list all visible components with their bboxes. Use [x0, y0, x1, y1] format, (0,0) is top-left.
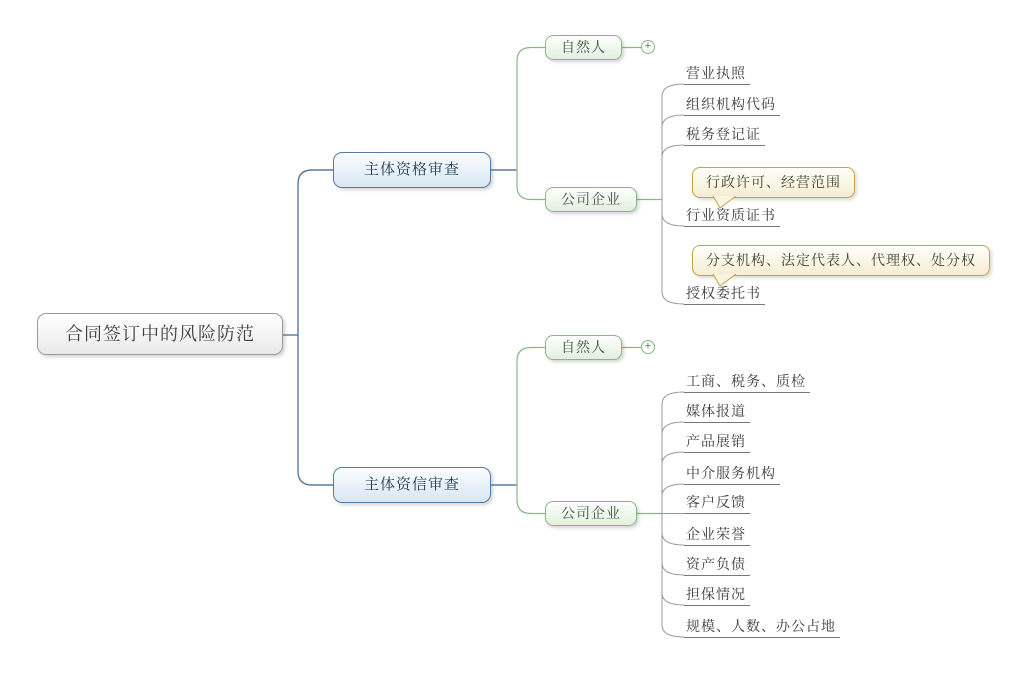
leaf-topic-assets-liabilities[interactable]: 资产负债	[684, 556, 750, 576]
leaf-topic-guarantee-status[interactable]: 担保情况	[684, 586, 750, 606]
leaf-topic-company-honors[interactable]: 企业荣誉	[684, 526, 750, 546]
callout-tail	[712, 196, 738, 210]
callout-admin-license-scope[interactable]: 行政许可、经营范围	[692, 167, 855, 198]
subtopic-company-qualification[interactable]: 公司企业	[545, 187, 637, 212]
branch-topic-credit[interactable]: 主体资信审查	[333, 467, 491, 503]
root-topic[interactable]: 合同签订中的风险防范	[37, 313, 283, 355]
leaf-topic-gov-checks[interactable]: 工商、税务、质检	[684, 373, 810, 393]
leaf-connector-credit	[662, 392, 684, 637]
subtopic-company-credit[interactable]: 公司企业	[545, 501, 637, 526]
leaf-topic-tax-registration[interactable]: 税务登记证	[684, 126, 765, 146]
subtopic-natural-person-qualification[interactable]: 自然人	[545, 35, 622, 60]
leaf-topic-business-license[interactable]: 营业执照	[684, 65, 750, 85]
leaf-topic-product-exhibition[interactable]: 产品展销	[684, 433, 750, 453]
leaf-topic-scale-staff-premises[interactable]: 规模、人数、办公占地	[684, 618, 840, 638]
callout-tail	[712, 274, 738, 288]
expand-toggle-icon[interactable]: +	[641, 40, 655, 54]
callout-branch-agency-rights[interactable]: 分支机构、法定代表人、代理权、处分权	[692, 245, 990, 276]
expand-toggle-icon[interactable]: +	[641, 340, 655, 354]
leaf-topic-intermediary-agencies[interactable]: 中介服务机构	[684, 465, 780, 485]
leaf-topic-media-reports[interactable]: 媒体报道	[684, 403, 750, 423]
leaf-topic-org-code[interactable]: 组织机构代码	[684, 96, 780, 116]
leaf-connector-qualification	[662, 84, 684, 304]
leaf-topic-power-of-attorney[interactable]: 授权委托书	[684, 285, 765, 305]
root-branch-connector	[283, 170, 517, 485]
leaf-topic-industry-certificate[interactable]: 行业资质证书	[684, 207, 780, 227]
leaf-topic-customer-feedback[interactable]: 客户反馈	[684, 494, 750, 514]
subtopic-connector	[517, 48, 662, 514]
subtopic-natural-person-credit[interactable]: 自然人	[545, 335, 622, 360]
branch-topic-qualification[interactable]: 主体资格审查	[333, 152, 491, 188]
